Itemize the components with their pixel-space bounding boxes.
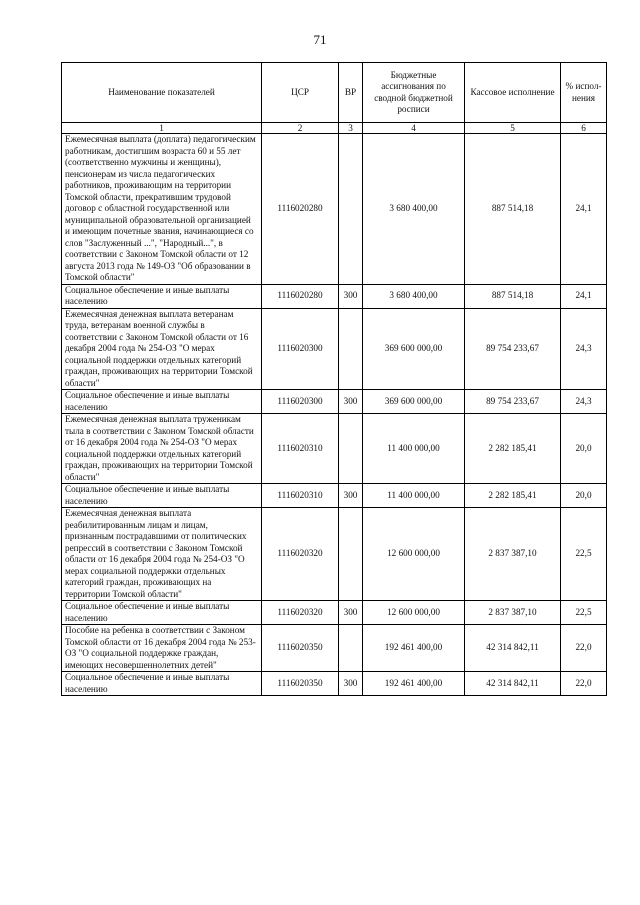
table-row xyxy=(62,508,607,601)
row-cash: 887 514,18 xyxy=(465,284,561,308)
column-index: 5 xyxy=(465,123,561,134)
row-vr xyxy=(339,414,363,484)
row-name: Ежемесячная денежная выплата труженикам тыла в соответствии с Законом Томской области от 16 декабря 2004 года № 254-ОЗ "О мерах социальной поддержки отдельных категорий граждан, проживающих на территории Томской области" xyxy=(62,414,262,484)
row-name: Ежемесячная денежная выплата ветеранам труда, ветеранам военной службы в соответствии с Законом Томской области от 16 декабря 2004 года № 254-ОЗ "О мерах социальной поддержки отдельных категорий граждан, проживающих на территории Томской области" xyxy=(62,308,262,390)
header-name: Наименование показателей xyxy=(62,63,262,123)
row-name: Социальное обеспечение и иные выплаты населению xyxy=(62,672,262,696)
row-vr: 300 xyxy=(339,672,363,696)
table-row xyxy=(62,672,607,696)
row-percent: 24,3 xyxy=(561,308,607,390)
budget-execution-table xyxy=(61,62,607,696)
column-index-row xyxy=(62,123,607,134)
row-budget: 12 600 000,00 xyxy=(363,601,465,625)
row-vr xyxy=(339,134,363,285)
header-percent: % испол-нения xyxy=(561,63,607,123)
row-budget: 12 600 000,00 xyxy=(363,508,465,601)
row-percent: 24,1 xyxy=(561,284,607,308)
row-csr: 1116020320 xyxy=(262,601,339,625)
table-row xyxy=(62,484,607,508)
row-budget: 192 461 400,00 xyxy=(363,672,465,696)
row-csr: 1116020300 xyxy=(262,390,339,414)
row-csr: 1116020310 xyxy=(262,414,339,484)
column-index: 1 xyxy=(62,123,262,134)
table-row xyxy=(62,414,607,484)
table-row xyxy=(62,390,607,414)
row-percent: 22,5 xyxy=(561,508,607,601)
row-vr: 300 xyxy=(339,484,363,508)
row-cash: 89 754 233,67 xyxy=(465,390,561,414)
row-percent: 24,1 xyxy=(561,134,607,285)
row-csr: 1116020310 xyxy=(262,484,339,508)
header-row xyxy=(62,63,607,123)
row-vr xyxy=(339,508,363,601)
row-cash: 42 314 842,11 xyxy=(465,625,561,672)
column-index: 3 xyxy=(339,123,363,134)
row-csr: 1116020350 xyxy=(262,672,339,696)
row-percent: 22,0 xyxy=(561,672,607,696)
row-budget: 192 461 400,00 xyxy=(363,625,465,672)
row-csr: 1116020280 xyxy=(262,134,339,285)
row-name: Социальное обеспечение и иные выплаты населению xyxy=(62,284,262,308)
row-csr: 1116020300 xyxy=(262,308,339,390)
row-vr xyxy=(339,625,363,672)
row-name: Ежемесячная выплата (доплата) педагогическим работникам, достигшим возраста 60 и 55 лет (соответственно мужчины и женщины), пенсионерам из числа педагогических работников, проживающим на территории Томской области, прекратившим трудовой договор с областной государственной или муниципальной образовательной организацией и имеющим почетные звания, начинающиеся со слов "Заслуженный ...", "Народный...", в соответствии с Законом Томской области от 12 августа 2013 года № 149-ОЗ "Об образовании в Томской области" xyxy=(62,134,262,285)
row-name: Социальное обеспечение и иные выплаты населению xyxy=(62,601,262,625)
row-cash: 2 282 185,41 xyxy=(465,484,561,508)
row-budget: 369 600 000,00 xyxy=(363,308,465,390)
row-vr xyxy=(339,308,363,390)
row-cash: 2 837 387,10 xyxy=(465,601,561,625)
table-row xyxy=(62,308,607,390)
header-cash: Кассовое исполнение xyxy=(465,63,561,123)
table-row xyxy=(62,625,607,672)
header-budget: Бюджетные ассигнования по сводной бюджетной росписи xyxy=(363,63,465,123)
row-vr: 300 xyxy=(339,601,363,625)
row-percent: 22,0 xyxy=(561,625,607,672)
row-name: Ежемесячная денежная выплата реабилитированным лицам и лицам, признанным пострадавшими от политических репрессий в соответствии с Законом Томской области от 16 декабря 2004 года № 254-ОЗ "О мерах социальной поддержки отдельных категорий граждан, проживающих на территории Томской области" xyxy=(62,508,262,601)
row-budget: 3 680 400,00 xyxy=(363,134,465,285)
row-budget: 11 400 000,00 xyxy=(363,484,465,508)
row-budget: 11 400 000,00 xyxy=(363,414,465,484)
table-body xyxy=(62,134,607,696)
table-row xyxy=(62,134,607,285)
header-vr: ВР xyxy=(339,63,363,123)
row-percent: 20,0 xyxy=(561,484,607,508)
row-percent: 24,3 xyxy=(561,390,607,414)
row-csr: 1116020350 xyxy=(262,625,339,672)
row-percent: 20,0 xyxy=(561,414,607,484)
table-row xyxy=(62,601,607,625)
row-cash: 2 282 185,41 xyxy=(465,414,561,484)
page-number: 71 xyxy=(313,32,327,47)
row-budget: 3 680 400,00 xyxy=(363,284,465,308)
column-index: 6 xyxy=(561,123,607,134)
row-budget: 369 600 000,00 xyxy=(363,390,465,414)
header-csr: ЦСР xyxy=(262,63,339,123)
row-percent: 22,5 xyxy=(561,601,607,625)
row-name: Социальное обеспечение и иные выплаты населению xyxy=(62,484,262,508)
row-cash: 89 754 233,67 xyxy=(465,308,561,390)
column-index: 2 xyxy=(262,123,339,134)
row-vr: 300 xyxy=(339,284,363,308)
row-csr: 1116020280 xyxy=(262,284,339,308)
row-cash: 2 837 387,10 xyxy=(465,508,561,601)
column-index: 4 xyxy=(363,123,465,134)
row-name: Пособие на ребенка в соответствии с Законом Томской области от 16 декабря 2004 года № 253-ОЗ "О социальной поддержке граждан, имеющих несовершеннолетних детей" xyxy=(62,625,262,672)
table-row xyxy=(62,284,607,308)
row-csr: 1116020320 xyxy=(262,508,339,601)
row-name: Социальное обеспечение и иные выплаты населению xyxy=(62,390,262,414)
row-cash: 42 314 842,11 xyxy=(465,672,561,696)
row-cash: 887 514,18 xyxy=(465,134,561,285)
row-vr: 300 xyxy=(339,390,363,414)
